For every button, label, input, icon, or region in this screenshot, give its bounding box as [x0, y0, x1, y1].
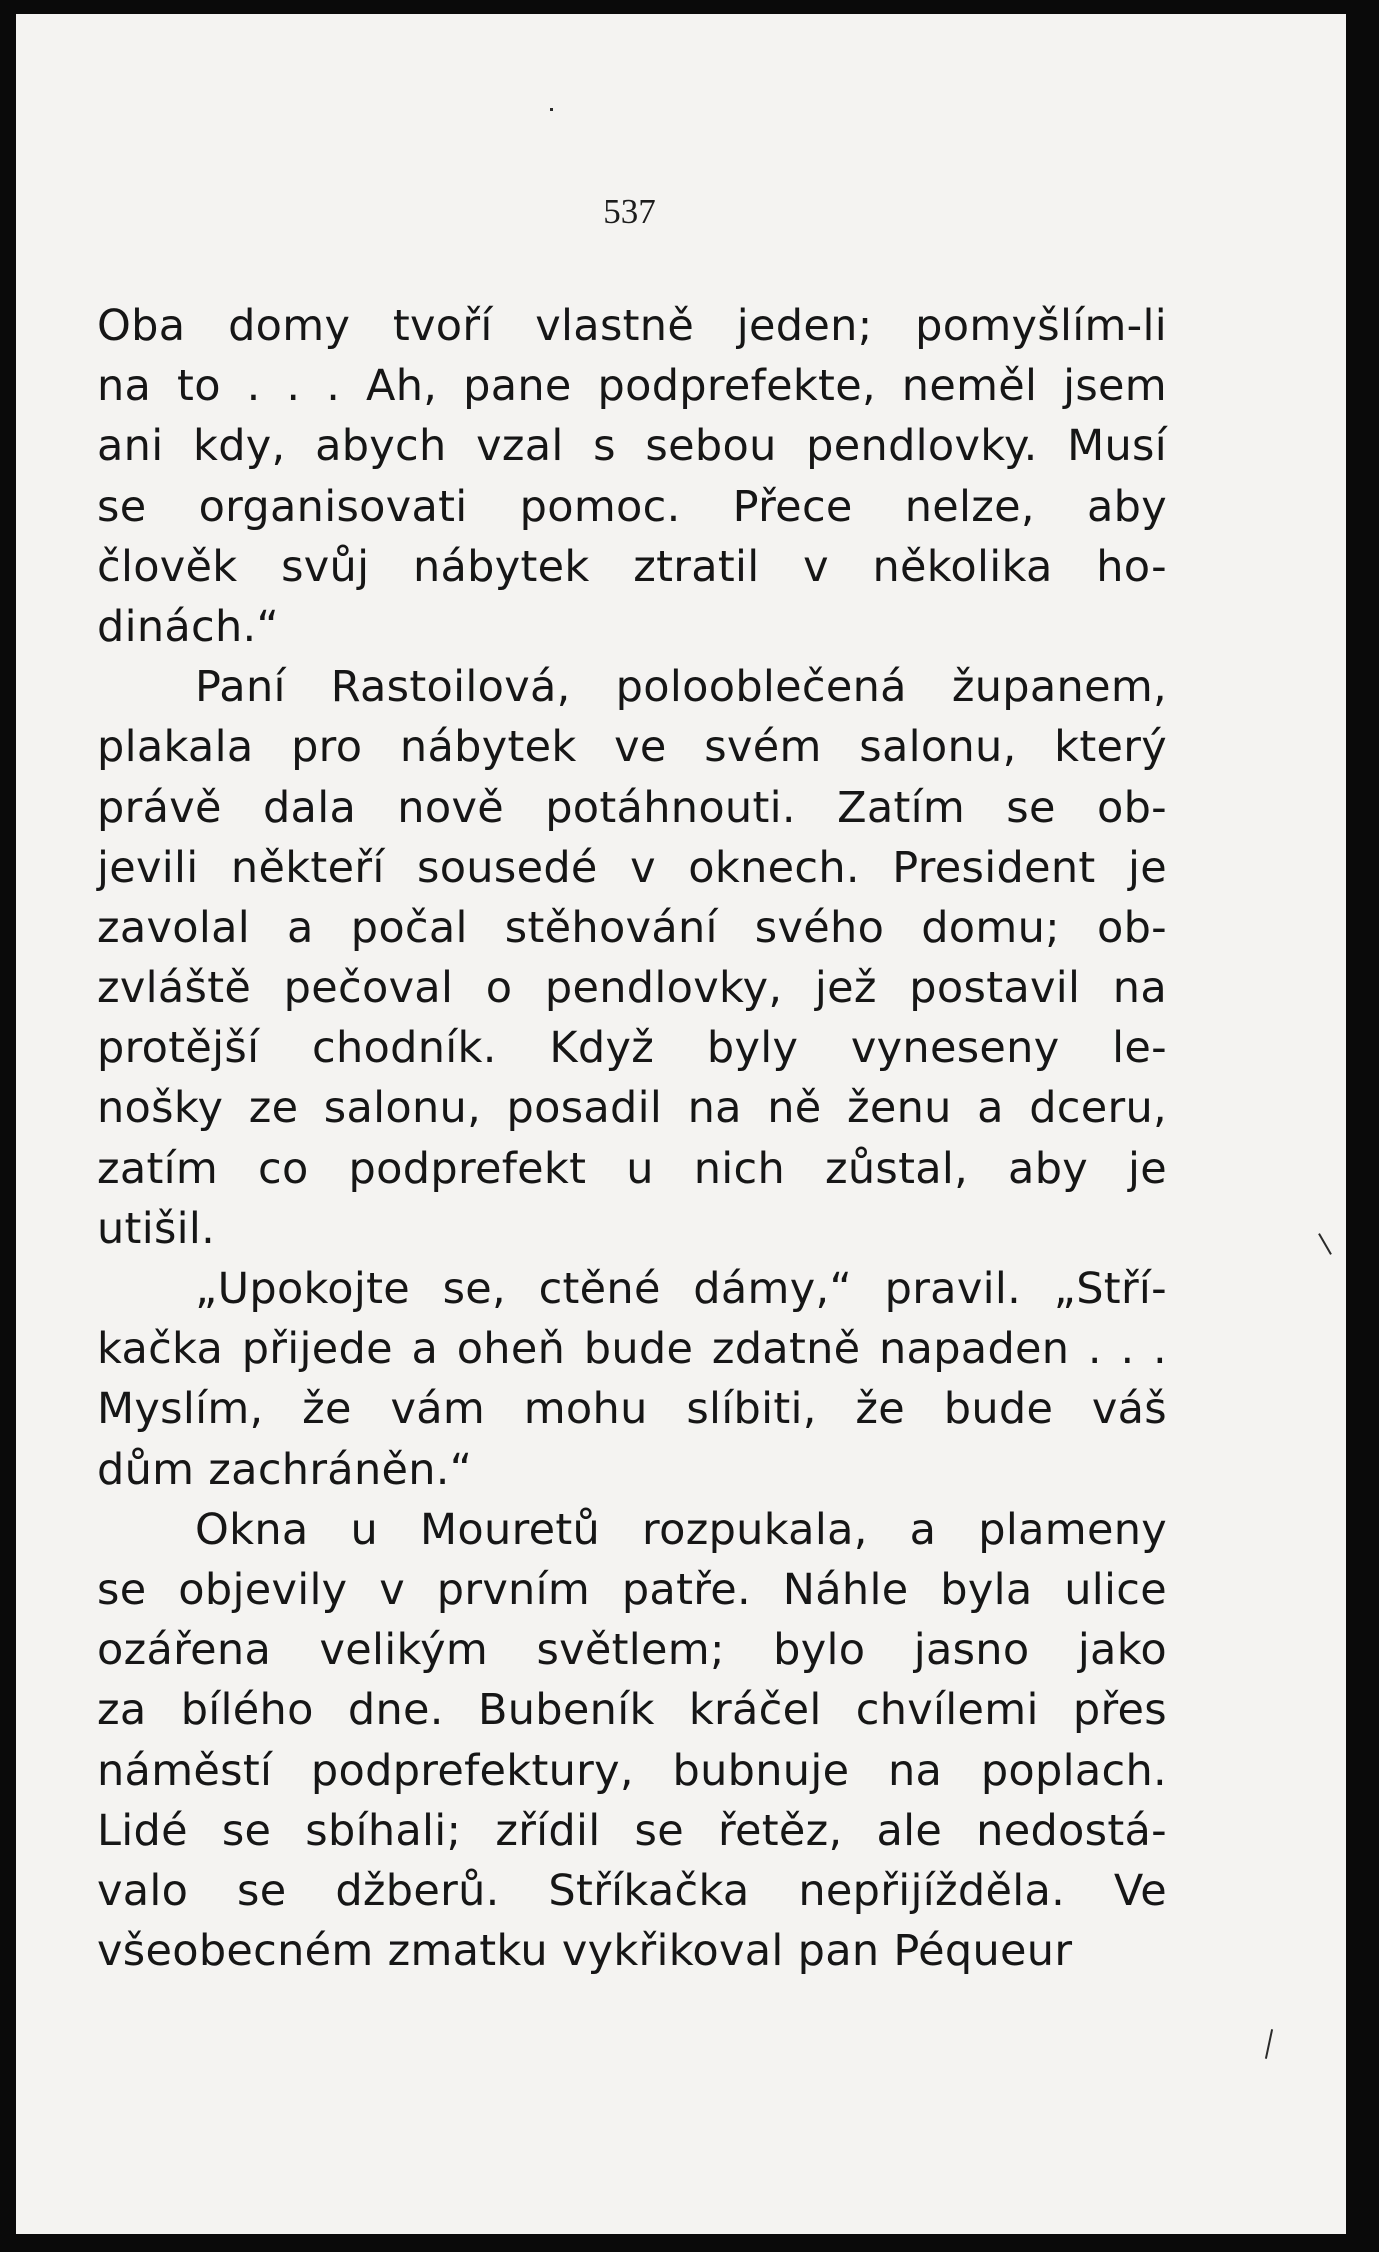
- text-line: na to . . . Ah, pane podprefekte, neměl jsem: [97, 361, 1167, 412]
- text-line: Myslím, že vám mohu slíbiti, že bude váš: [97, 1384, 1167, 1435]
- text-line: valo se džberů. Stříkačka nepřijížděla. Ve: [97, 1865, 1167, 1916]
- text-line: se objevily v prvním patře. Náhle byla ulice: [97, 1564, 1167, 1615]
- text-line: „Upokojte se, ctěné dámy,“ pravil. „Stří-: [195, 1264, 1167, 1314]
- text-line: ozářena velikým světlem; bylo jasno jako: [97, 1625, 1167, 1676]
- text-line: ani kdy, abych vzal s sebou pendlovky. Musí: [97, 421, 1167, 472]
- text-line: Oba domy tvoří vlastně jeden; pomyšlím-li: [97, 301, 1167, 351]
- scan-artifact: [550, 108, 553, 111]
- text-line: zvláště pečoval o pendlovky, jež postavil na: [97, 963, 1167, 1014]
- text-line: Okna u Mouretů rozpukala, a plameny: [195, 1504, 1167, 1555]
- page-number: 537: [603, 192, 656, 231]
- text-line: plakala pro nábytek ve svém salonu, který: [97, 722, 1167, 773]
- text-line: nošky ze salonu, posadil na ně ženu a dceru,: [97, 1083, 1167, 1134]
- text-line: zavolal a počal stěhování svého domu; ob-: [97, 902, 1167, 953]
- scan-artifact: [1265, 2029, 1273, 2059]
- text-line: právě dala nově potáhnouti. Zatím se ob-: [97, 782, 1167, 833]
- scan-artifact: [1318, 1233, 1332, 1255]
- text-line: kačka přijede a oheň bude zdatně napaden . . .: [97, 1324, 1167, 1375]
- text-line: Lidé se sbíhali; zřídil se řetěz, ale nedostá-: [97, 1805, 1167, 1856]
- text-line: člověk svůj nábytek ztratil v několika ho-: [97, 541, 1167, 592]
- text-line: protější chodník. Když byly vyneseny le-: [97, 1023, 1167, 1074]
- text-line: se organisovati pomoc. Přece nelze, aby: [97, 481, 1167, 532]
- text-line: Paní Rastoilová, polooblečená županem,: [195, 662, 1167, 713]
- text-line: utišil.: [97, 1203, 216, 1254]
- text-line: náměstí podprefektury, bubnuje na poplach.: [97, 1745, 1167, 1796]
- text-line: zatím co podprefekt u nich zůstal, aby je: [97, 1143, 1167, 1194]
- text-line: dinách.“: [97, 601, 280, 652]
- text-line: všeobecném zmatku vykřikoval pan Péqueur: [97, 1926, 1073, 1977]
- text-line: za bílého dne. Bubeník kráčel chvílemi přes: [97, 1685, 1167, 1736]
- text-line: dům zachráněn.“: [97, 1444, 473, 1495]
- body-text: [97, 296, 1167, 1981]
- book-page: [16, 14, 1346, 2234]
- text-line: jevili někteří sousedé v oknech. President je: [97, 842, 1167, 893]
